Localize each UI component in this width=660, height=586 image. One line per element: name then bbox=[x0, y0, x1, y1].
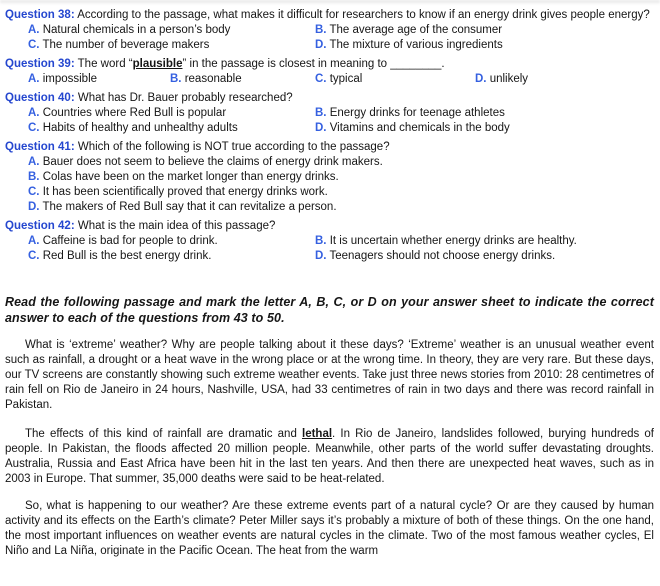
passage-paragraph-2 bbox=[5, 427, 654, 487]
option-text: Colas have been on the market longer than energy drinks. bbox=[42, 171, 339, 183]
option-text: The mixture of various ingredients bbox=[329, 39, 503, 51]
passage-paragraph-3: So, what is happening to our weather? Are these extreme events part of a natural cycle? Or are they caused by human activity and its effects on the Earth’s climate? Peter Miller says it’s probably a mixture of both of these things. On the one hand, the most important influences on weather events are natural cycles in the climate. Two of the most famous weather cycles, El Niño and La Niña, originate in the Pacific Ocean. The heat from the warm bbox=[5, 500, 654, 557]
option-40-c bbox=[28, 121, 315, 136]
question-41-text: Which of the following is NOT true according to the passage? bbox=[77, 141, 390, 153]
option-text: The number of beverage makers bbox=[42, 39, 210, 51]
question-38-text: According to the passage, what makes it difficult for researchers to know if an energy drink gives people energy? bbox=[77, 9, 650, 21]
option-41-d bbox=[28, 200, 654, 215]
option-text: Natural chemicals in a person’s body bbox=[42, 24, 231, 36]
option-letter: D. bbox=[475, 73, 487, 85]
option-letter: B. bbox=[315, 235, 327, 247]
question-41-label: Question 41: bbox=[5, 141, 75, 153]
option-letter: C. bbox=[28, 122, 40, 134]
question-40-block bbox=[5, 91, 654, 136]
option-letter: B. bbox=[28, 171, 40, 183]
question-39-text-prefix: The word “ bbox=[77, 58, 133, 70]
option-letter: A. bbox=[28, 156, 40, 168]
option-42-b bbox=[315, 234, 654, 249]
option-42-c bbox=[28, 249, 315, 264]
option-letter: B. bbox=[315, 24, 327, 36]
option-41-a bbox=[28, 155, 654, 170]
option-40-a bbox=[28, 106, 315, 121]
option-letter: C. bbox=[28, 250, 40, 262]
option-text: Bauer does not seem to believe the claims of energy drink makers. bbox=[42, 156, 383, 168]
option-text: The makers of Red Bull say that it can revitalize a person. bbox=[42, 201, 337, 213]
reading-instruction: Read the following passage and mark the letter A, B, C, or D on your answer sheet to indicate the correct answer to each of the questions from 43 to 50. bbox=[5, 295, 654, 325]
option-text: The average age of the consumer bbox=[329, 24, 503, 36]
option-text: It has been scientifically proved that energy drinks work. bbox=[42, 186, 328, 198]
option-41-c bbox=[28, 185, 654, 200]
question-40-label: Question 40: bbox=[5, 92, 75, 104]
option-text: It is uncertain whether energy drinks are healthy. bbox=[329, 235, 577, 247]
option-38-c bbox=[28, 38, 315, 53]
option-letter: C. bbox=[28, 186, 40, 198]
option-40-d bbox=[315, 121, 654, 136]
option-39-d bbox=[475, 72, 654, 87]
paragraph-2-text-before: The effects of this kind of rainfall are dramatic and bbox=[25, 428, 302, 440]
option-38-d bbox=[315, 38, 654, 53]
option-letter: D. bbox=[315, 122, 327, 134]
passage-paragraph-1: What is ‘extreme’ weather? Why are people talking about it these days? ‘Extreme’ weather is an unusual weather event such as rainfall, a drought or a heat wave in the wrong place or at the wrong time. In theory, they are very rare. But these days, our TV screens are constantly showing such extreme weather events. Take just three news stories from 2010: 28 centimetres of rain fell on Rio de Janeiro in 24 hours, Nashville, USA, had 33 centimetres of rain in two days and there was record rainfall in Pakistan. bbox=[5, 339, 655, 411]
question-42-options bbox=[5, 234, 654, 264]
option-40-b bbox=[315, 106, 654, 121]
question-39-stem bbox=[5, 57, 654, 72]
option-letter: A. bbox=[28, 235, 40, 247]
option-letter: A. bbox=[28, 24, 40, 36]
option-text: reasonable bbox=[184, 73, 242, 85]
question-38-label: Question 38: bbox=[5, 9, 75, 21]
reading-passage bbox=[5, 338, 654, 559]
paragraph-2-text-after: . In Rio de Janeiro, landslides followed, burying hundreds of people. In Pakistan, the floods affected 20 million people. Meanwhile, other parts of the world suffer devastating droughts. Australia, Russia and East Africa have been hit in the last ten years. And then there are unexpected heat waves, such as in 2003 in Europe. That summer, 35,000 deaths were said to be heat-related. bbox=[5, 428, 654, 485]
question-42-block bbox=[5, 219, 654, 264]
option-letter: D. bbox=[315, 39, 327, 51]
option-text: Caffeine is bad for people to drink. bbox=[42, 235, 218, 247]
option-letter: A. bbox=[28, 107, 40, 119]
option-text: Energy drinks for teenage athletes bbox=[329, 107, 505, 119]
option-text: Vitamins and chemicals in the body bbox=[329, 122, 510, 134]
option-38-a bbox=[28, 23, 315, 38]
question-41-stem bbox=[5, 140, 654, 155]
option-39-c bbox=[315, 72, 475, 87]
option-letter: C. bbox=[315, 73, 327, 85]
option-39-b bbox=[170, 72, 315, 87]
scan-artifact-edge bbox=[0, 0, 660, 4]
question-39-text-suffix: ” in the passage is closest in meaning to ________. bbox=[182, 58, 445, 70]
question-42-text: What is the main idea of this passage? bbox=[77, 220, 276, 232]
question-38-block bbox=[5, 8, 654, 53]
question-38-stem bbox=[5, 8, 654, 23]
option-38-b bbox=[315, 23, 654, 38]
option-42-d bbox=[315, 249, 654, 264]
option-39-a bbox=[28, 72, 170, 87]
question-39-label: Question 39: bbox=[5, 58, 75, 70]
question-38-options bbox=[5, 23, 654, 53]
option-text: impossible bbox=[42, 73, 98, 85]
option-text: Red Bull is the best energy drink. bbox=[42, 250, 212, 262]
option-text: unlikely bbox=[489, 73, 529, 85]
question-42-label: Question 42: bbox=[5, 220, 75, 232]
question-40-stem bbox=[5, 91, 654, 106]
question-39-options bbox=[5, 72, 654, 87]
option-text: Habits of healthy and unhealthy adults bbox=[42, 122, 238, 134]
question-41-options bbox=[5, 155, 654, 215]
question-40-text: What has Dr. Bauer probably researched? bbox=[77, 92, 293, 104]
option-letter: B. bbox=[315, 107, 327, 119]
question-42-stem bbox=[5, 219, 654, 234]
option-letter: A. bbox=[28, 73, 40, 85]
question-39-keyword: plausible bbox=[132, 58, 183, 70]
question-39-block bbox=[5, 57, 654, 87]
question-40-options bbox=[5, 106, 654, 136]
option-letter: D. bbox=[28, 201, 40, 213]
option-42-a bbox=[28, 234, 315, 249]
option-letter: D. bbox=[315, 250, 327, 262]
option-41-b bbox=[28, 170, 654, 185]
option-text: Teenagers should not choose energy drinks. bbox=[329, 250, 556, 262]
paragraph-2-keyword: lethal bbox=[302, 428, 333, 440]
option-letter: C. bbox=[28, 39, 40, 51]
option-text: Countries where Red Bull is popular bbox=[42, 107, 227, 119]
option-text: typical bbox=[329, 73, 363, 85]
question-41-block bbox=[5, 140, 654, 215]
option-letter: B. bbox=[170, 73, 182, 85]
